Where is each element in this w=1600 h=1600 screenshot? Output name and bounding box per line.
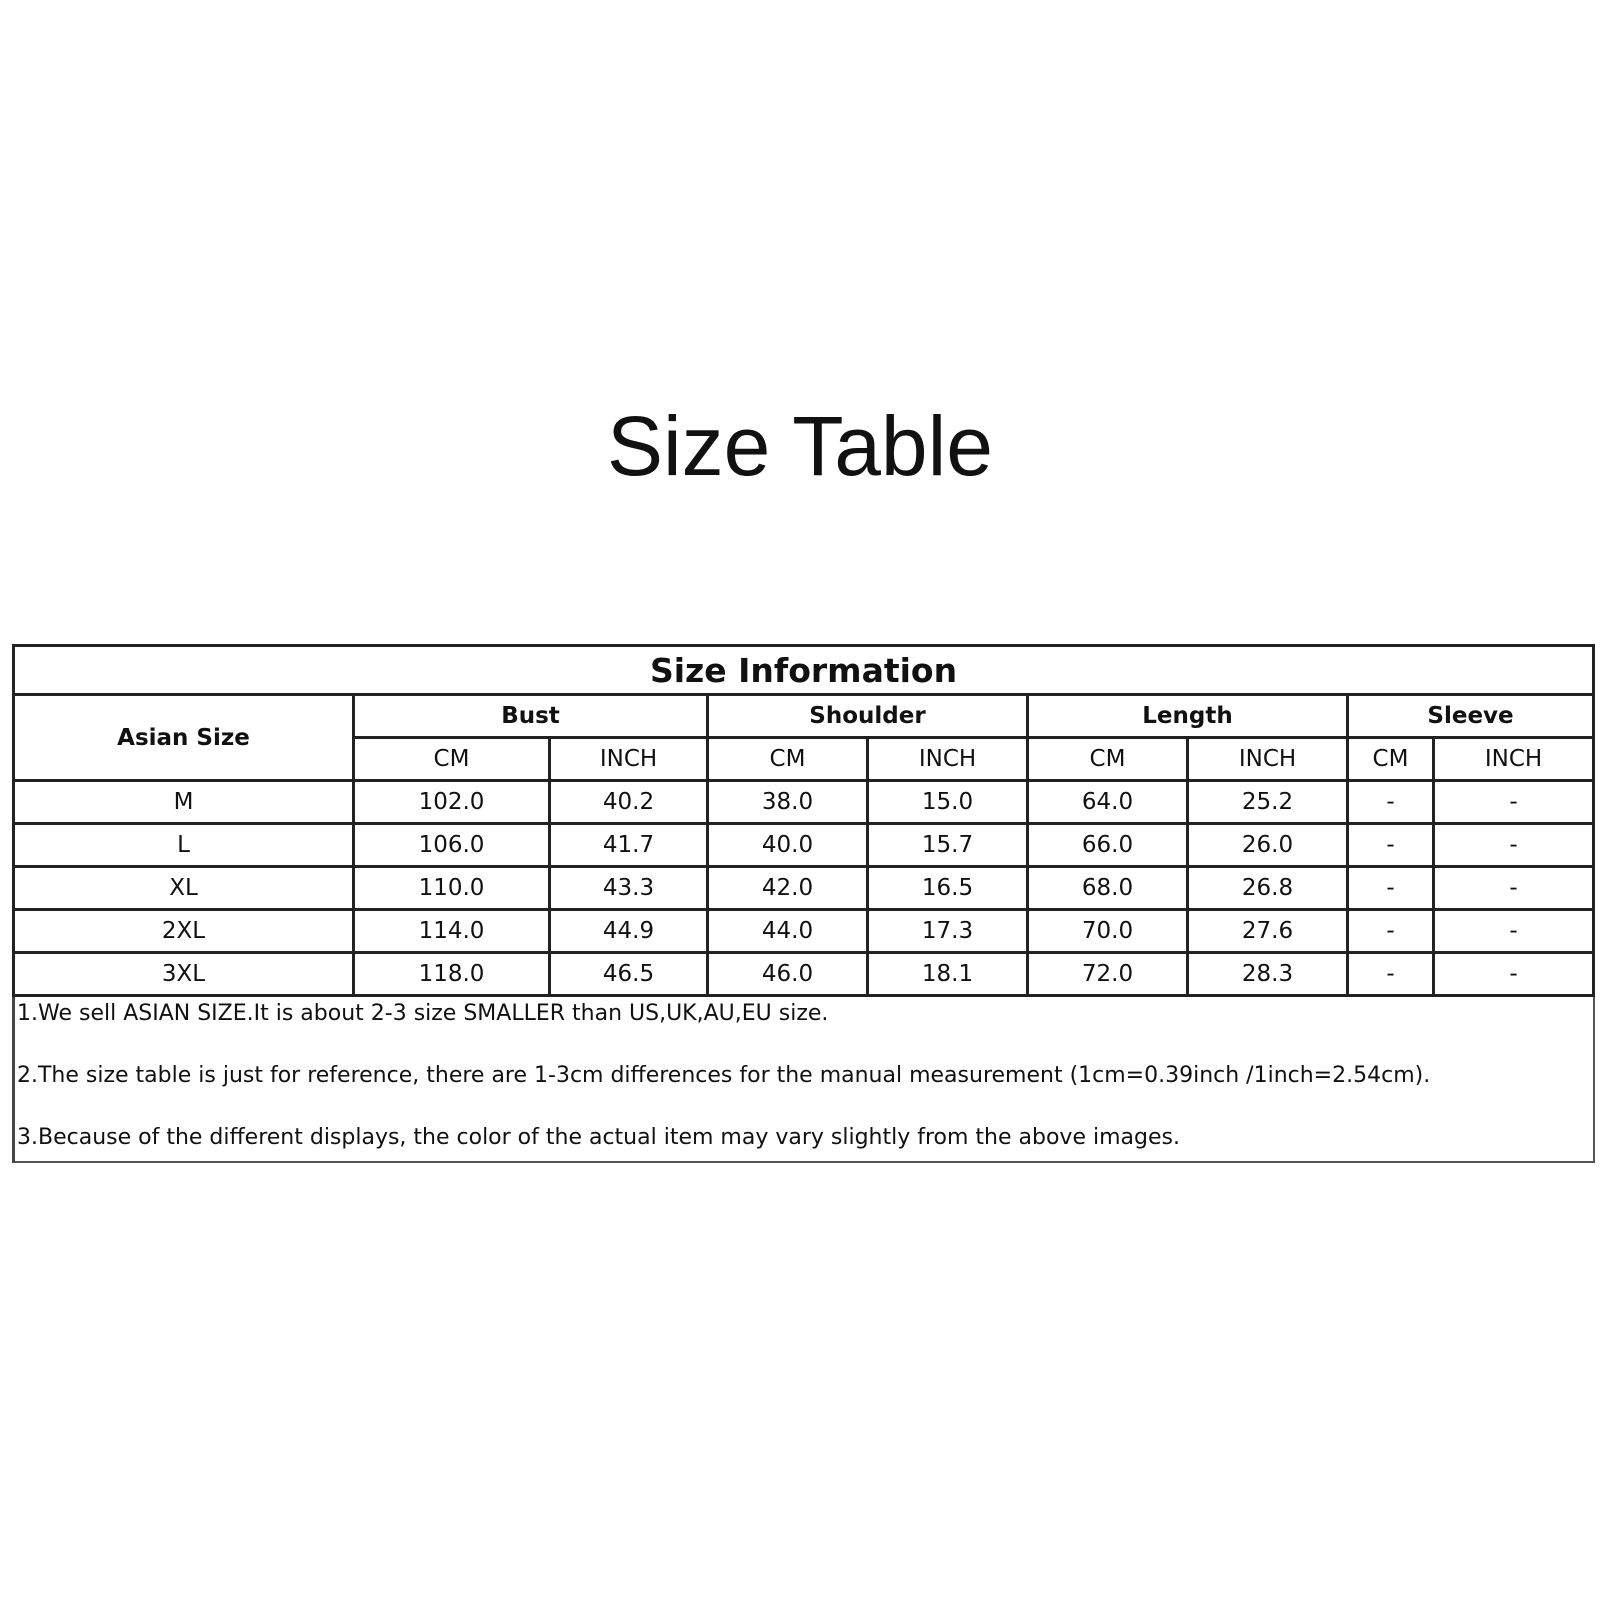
notes-row xyxy=(14,996,1594,1163)
table-cell: - xyxy=(1434,910,1594,953)
table-cell: - xyxy=(1348,824,1434,867)
sleeve-header: Sleeve xyxy=(1348,695,1594,738)
size-label: M xyxy=(14,781,354,824)
size-label: 2XL xyxy=(14,910,354,953)
table-cell: - xyxy=(1348,867,1434,910)
table-cell: 114.0 xyxy=(354,910,550,953)
size-label: XL xyxy=(14,867,354,910)
unit-header: INCH xyxy=(1434,738,1594,781)
table-row xyxy=(14,781,1594,824)
group-header-row xyxy=(14,695,1594,738)
table-cell: 66.0 xyxy=(1028,824,1188,867)
table-cell: 43.3 xyxy=(550,867,708,910)
bust-header: Bust xyxy=(354,695,708,738)
note-line: 2.The size table is just for reference, there are 1-3cm differences for the manual measurement (1cm=0.39inch /1inch=2.54cm). xyxy=(17,1063,1431,1088)
unit-header: CM xyxy=(708,738,868,781)
table-cell: 41.7 xyxy=(550,824,708,867)
table-cell: 28.3 xyxy=(1188,953,1348,996)
table-cell: 64.0 xyxy=(1028,781,1188,824)
unit-header: INCH xyxy=(1188,738,1348,781)
table-cell: 110.0 xyxy=(354,867,550,910)
table-cell: 70.0 xyxy=(1028,910,1188,953)
table-cell: 26.0 xyxy=(1188,824,1348,867)
table-cell: - xyxy=(1434,781,1594,824)
table-cell: 46.0 xyxy=(708,953,868,996)
table-cell: - xyxy=(1348,781,1434,824)
table-cell: 27.6 xyxy=(1188,910,1348,953)
table-caption: Size Information xyxy=(14,646,1594,695)
table-cell: 118.0 xyxy=(354,953,550,996)
table-cell: - xyxy=(1348,910,1434,953)
unit-header: CM xyxy=(1348,738,1434,781)
table-cell: 15.0 xyxy=(868,781,1028,824)
note-line: 1.We sell ASIAN SIZE.It is about 2-3 size SMALLER than US,UK,AU,EU size. xyxy=(17,1001,829,1026)
table-cell: - xyxy=(1434,953,1594,996)
note-line: 3.Because of the different displays, the color of the actual item may vary slightly from the above images. xyxy=(17,1125,1180,1150)
table-cell: 44.0 xyxy=(708,910,868,953)
table-cell: - xyxy=(1434,824,1594,867)
page-title: Size Table xyxy=(606,399,994,493)
table-cell: 106.0 xyxy=(354,824,550,867)
table-cell: - xyxy=(1434,867,1594,910)
unit-header: INCH xyxy=(550,738,708,781)
length-header: Length xyxy=(1028,695,1348,738)
asian-size-header: Asian Size xyxy=(14,695,354,781)
size-table xyxy=(12,644,1595,1163)
table-cell: 40.2 xyxy=(550,781,708,824)
size-label: 3XL xyxy=(14,953,354,996)
unit-header: CM xyxy=(354,738,550,781)
table-cell: 26.8 xyxy=(1188,867,1348,910)
table-cell: 40.0 xyxy=(708,824,868,867)
table-cell: - xyxy=(1348,953,1434,996)
table-cell: 102.0 xyxy=(354,781,550,824)
table-row xyxy=(14,953,1594,996)
table-cell: 16.5 xyxy=(868,867,1028,910)
table-cell: 42.0 xyxy=(708,867,868,910)
notes-cell xyxy=(14,996,1594,1163)
unit-header: INCH xyxy=(868,738,1028,781)
table-cell: 25.2 xyxy=(1188,781,1348,824)
table-cell: 17.3 xyxy=(868,910,1028,953)
table-row xyxy=(14,910,1594,953)
table-cell: 38.0 xyxy=(708,781,868,824)
size-label: L xyxy=(14,824,354,867)
caption-row xyxy=(14,646,1594,695)
table-row xyxy=(14,824,1594,867)
table-cell: 15.7 xyxy=(868,824,1028,867)
table-cell: 46.5 xyxy=(550,953,708,996)
table-row xyxy=(14,867,1594,910)
table-cell: 18.1 xyxy=(868,953,1028,996)
table-cell: 72.0 xyxy=(1028,953,1188,996)
shoulder-header: Shoulder xyxy=(708,695,1028,738)
table-cell: 44.9 xyxy=(550,910,708,953)
unit-header: CM xyxy=(1028,738,1188,781)
table-cell: 68.0 xyxy=(1028,867,1188,910)
